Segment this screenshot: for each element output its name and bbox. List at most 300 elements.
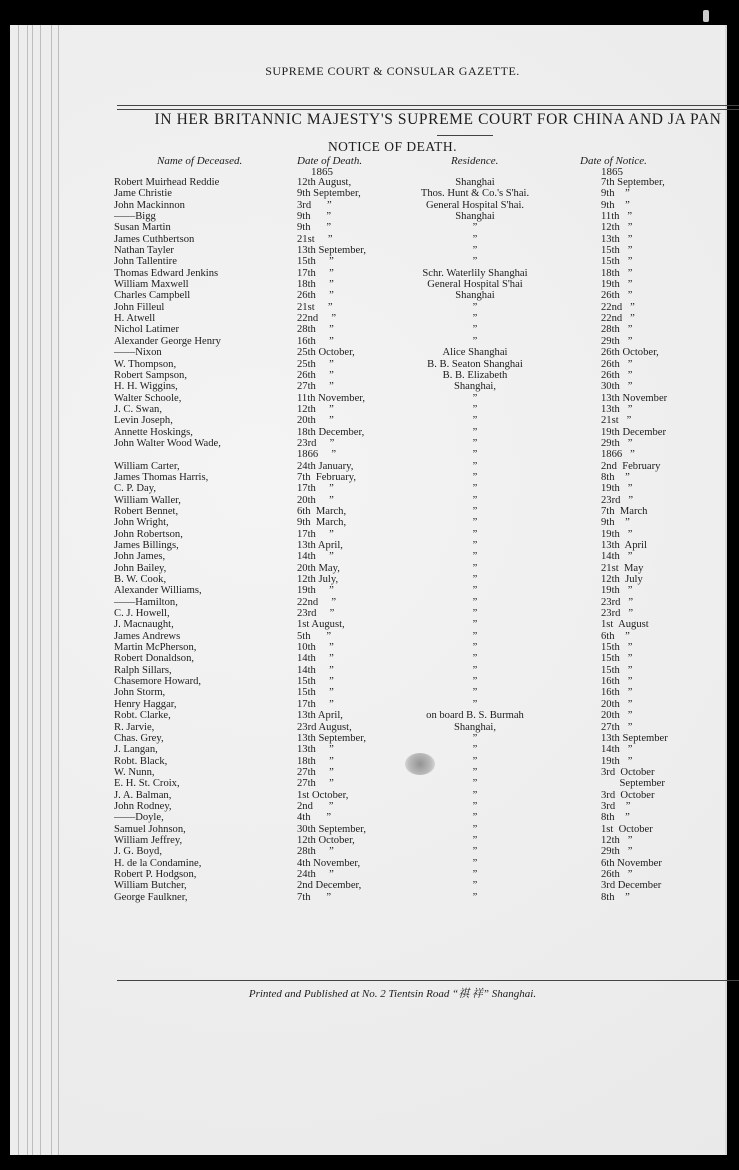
date-of-death: 25th October, bbox=[297, 347, 355, 359]
date-of-notice: 26th ” bbox=[601, 290, 633, 302]
footer-rule bbox=[117, 980, 739, 981]
date-of-notice: 12th ” bbox=[601, 222, 633, 234]
date-of-notice: 20th ” bbox=[601, 710, 633, 722]
date-of-death: 13th April, bbox=[297, 540, 343, 551]
deceased-name: H. H. Wiggins, bbox=[114, 381, 178, 393]
table-row bbox=[60, 880, 725, 891]
table-row bbox=[60, 722, 725, 733]
deceased-name: Robt. Black, bbox=[114, 755, 168, 767]
table-row bbox=[60, 415, 725, 426]
table-row bbox=[60, 574, 725, 585]
date-of-death: 12th October, bbox=[297, 834, 355, 846]
date-of-notice: 6th November bbox=[601, 857, 662, 869]
deceased-name: Ralph Sillars, bbox=[114, 664, 172, 676]
date-of-death: 13th September, bbox=[297, 245, 367, 257]
page-edge bbox=[40, 25, 41, 1155]
deceased-name: John Storm, bbox=[114, 687, 166, 699]
year-death: 1865 bbox=[311, 166, 333, 178]
date-of-notice: 15th ” bbox=[601, 664, 633, 676]
date-of-death: 26th ” bbox=[297, 290, 334, 302]
table-row bbox=[60, 824, 725, 835]
date-of-death: 13th ” bbox=[297, 744, 334, 756]
date-of-death: 18th December, bbox=[297, 426, 365, 438]
date-of-death: 17th ” bbox=[297, 528, 334, 540]
deceased-name: William Jeffrey, bbox=[114, 834, 183, 846]
column-header-residence: Residence. bbox=[451, 155, 499, 167]
table-row bbox=[60, 268, 725, 279]
residence: ” bbox=[472, 324, 478, 336]
date-of-notice: 1st October bbox=[601, 823, 653, 835]
date-of-notice: 3rd October bbox=[601, 766, 655, 778]
date-of-death: 12th July, bbox=[297, 574, 339, 586]
table-row bbox=[60, 211, 725, 222]
deceased-name: Chasemore Howard, bbox=[114, 676, 202, 688]
deceased-name: Robert Bennet, bbox=[114, 505, 179, 517]
residence: ” bbox=[472, 596, 478, 608]
date-of-notice: 1st August bbox=[601, 619, 649, 631]
residence: ” bbox=[472, 778, 478, 790]
date-of-notice: 19th ” bbox=[601, 585, 633, 597]
date-of-notice: 1866 ” bbox=[601, 449, 635, 461]
gazette-page bbox=[60, 25, 727, 1155]
table-row bbox=[60, 381, 725, 392]
residence: ” bbox=[472, 823, 478, 835]
deceased-name: ——Nixon bbox=[114, 347, 162, 359]
date-of-death: 15th ” bbox=[297, 687, 334, 699]
date-of-death: 27th ” bbox=[297, 766, 334, 778]
date-of-notice: 7th March bbox=[601, 505, 648, 517]
date-of-notice: September bbox=[601, 778, 665, 790]
residence: ” bbox=[472, 619, 478, 631]
date-of-death: 3rd ” bbox=[297, 199, 332, 211]
date-of-notice: 7th September, bbox=[601, 177, 665, 188]
table-row bbox=[60, 653, 725, 664]
table-row bbox=[60, 529, 725, 540]
date-of-notice: 14th ” bbox=[601, 744, 633, 756]
table-row bbox=[60, 642, 725, 653]
deceased-name: Thomas Edward Jenkins bbox=[114, 267, 219, 279]
residence: ” bbox=[472, 471, 478, 483]
page-edge bbox=[18, 25, 19, 1155]
date-of-death: 9th ” bbox=[297, 222, 332, 234]
residence: ” bbox=[472, 812, 478, 824]
date-of-death: 23rd ” bbox=[297, 437, 335, 449]
residence: ” bbox=[472, 222, 478, 234]
date-of-notice: 15th ” bbox=[601, 256, 633, 268]
table-row bbox=[60, 188, 725, 199]
deceased-name: William Waller, bbox=[114, 494, 181, 506]
date-of-death: 18th ” bbox=[297, 279, 334, 291]
table-row bbox=[60, 449, 725, 460]
deceased-name: John Mackinnon bbox=[114, 199, 185, 211]
deceased-name: Robert Muirhead Reddie bbox=[114, 177, 220, 188]
ink-stain bbox=[405, 753, 435, 775]
residence: ” bbox=[472, 426, 478, 438]
table-row bbox=[60, 812, 725, 823]
deceased-name: R. Jarvie, bbox=[114, 721, 155, 733]
table-row bbox=[60, 222, 725, 233]
date-of-notice: 8th ” bbox=[601, 891, 630, 903]
deceased-name: William Carter, bbox=[114, 460, 180, 472]
deceased-name: Alexander Williams, bbox=[114, 585, 202, 597]
deceased-name: C. P. Day, bbox=[114, 483, 156, 495]
residence: ” bbox=[472, 698, 478, 710]
date-of-notice: 23rd ” bbox=[601, 608, 634, 620]
deceased-name: Robert Sampson, bbox=[114, 369, 187, 381]
date-of-notice: 29th ” bbox=[601, 846, 633, 858]
residence: ” bbox=[472, 687, 478, 699]
residence: ” bbox=[472, 755, 478, 767]
table-row bbox=[60, 540, 725, 551]
table-row bbox=[60, 892, 725, 903]
deceased-name: Susan Martin bbox=[114, 222, 171, 234]
deceased-name: Chas. Grey, bbox=[114, 732, 164, 744]
residence: ” bbox=[472, 868, 478, 880]
table-row bbox=[60, 234, 725, 245]
date-of-death: 2nd ” bbox=[297, 800, 334, 812]
date-of-notice: 3rd December bbox=[601, 880, 662, 892]
deceased-name: J. Langan, bbox=[114, 744, 158, 756]
date-of-notice: 21st ” bbox=[601, 415, 632, 427]
date-of-notice: 12th July bbox=[601, 574, 643, 586]
table-row bbox=[60, 461, 725, 472]
date-of-death: 19th ” bbox=[297, 585, 334, 597]
residence: ” bbox=[472, 505, 478, 517]
date-of-death: 20th May, bbox=[297, 562, 340, 574]
deceased-name: J. C. Swan, bbox=[114, 403, 162, 415]
residence: ” bbox=[472, 403, 478, 415]
date-of-notice: 12th ” bbox=[601, 834, 633, 846]
date-of-death: 15th ” bbox=[297, 676, 334, 688]
deceased-name: Annette Hoskings, bbox=[114, 426, 193, 438]
table-row bbox=[60, 313, 725, 324]
table-row bbox=[60, 767, 725, 778]
deceased-name: J. Macnaught, bbox=[114, 619, 174, 631]
date-of-notice: 15th ” bbox=[601, 642, 633, 654]
residence: B. B. Elizabeth bbox=[442, 369, 508, 381]
date-of-death: 1st August, bbox=[297, 619, 345, 631]
date-of-notice: 19th ” bbox=[601, 483, 633, 495]
residence: ” bbox=[472, 608, 478, 620]
table-row bbox=[60, 619, 725, 630]
year-notice: 1865 bbox=[601, 166, 623, 178]
residence: ” bbox=[472, 789, 478, 801]
deceased-name: John James, bbox=[114, 551, 166, 563]
table-row bbox=[60, 699, 725, 710]
deceased-name: J. A. Balman, bbox=[114, 789, 172, 801]
date-of-notice: 29th ” bbox=[601, 437, 633, 449]
date-of-death: 15th ” bbox=[297, 256, 334, 268]
deceased-name: Alexander George Henry bbox=[114, 335, 221, 347]
table-row bbox=[60, 279, 725, 290]
table-row bbox=[60, 336, 725, 347]
residence: ” bbox=[472, 517, 478, 529]
table-row bbox=[60, 744, 725, 755]
date-of-death: 13th April, bbox=[297, 710, 343, 722]
date-of-notice: 27th ” bbox=[601, 721, 633, 733]
date-of-death: 22nd ” bbox=[297, 313, 337, 325]
table-row bbox=[60, 733, 725, 744]
residence: ” bbox=[472, 392, 478, 404]
date-of-notice: 13th November bbox=[601, 392, 668, 404]
table-row bbox=[60, 687, 725, 698]
date-of-death: 7th ” bbox=[297, 891, 332, 903]
date-of-death: 12th August, bbox=[297, 177, 352, 188]
date-of-notice: 2nd February bbox=[601, 460, 661, 472]
residence: ” bbox=[472, 766, 478, 778]
residence: Schr. Waterlily Shanghai bbox=[422, 267, 528, 279]
deceased-name: Walter Schoole, bbox=[114, 392, 182, 404]
date-of-notice: 26th ” bbox=[601, 358, 633, 370]
residence: ” bbox=[472, 460, 478, 472]
date-of-notice: 13th ” bbox=[601, 233, 633, 245]
date-of-notice: 16th ” bbox=[601, 676, 633, 688]
date-of-notice: 15th ” bbox=[601, 653, 633, 665]
court-title: IN HER BRITANNIC MAJESTY'S SUPREME COURT FOR CHINA AND JA PAN bbox=[154, 111, 722, 128]
date-of-notice: 13th April bbox=[601, 540, 647, 551]
date-of-death: 27th ” bbox=[297, 778, 334, 790]
table-row bbox=[60, 324, 725, 335]
table-row bbox=[60, 438, 725, 449]
deceased-name: Robert P. Hodgson, bbox=[114, 868, 197, 880]
date-of-notice: 21st May bbox=[601, 562, 644, 574]
residence: ” bbox=[472, 449, 478, 461]
date-of-death: 28th ” bbox=[297, 846, 334, 858]
date-of-notice: 19th ” bbox=[601, 279, 633, 291]
date-of-notice: 11th ” bbox=[601, 211, 633, 223]
date-of-death: 16th ” bbox=[297, 335, 334, 347]
date-of-death: 1866 ” bbox=[297, 449, 337, 461]
table-row bbox=[60, 347, 725, 358]
deceased-name: ——Doyle, bbox=[114, 812, 164, 824]
residence: ” bbox=[472, 437, 478, 449]
deceased-name: Martin McPherson, bbox=[114, 642, 197, 654]
table-row bbox=[60, 290, 725, 301]
residence: ” bbox=[472, 834, 478, 846]
deceased-name: James Billings, bbox=[114, 540, 179, 551]
date-of-death: 27th ” bbox=[297, 381, 334, 393]
residence: ” bbox=[472, 857, 478, 869]
date-of-death: 25th ” bbox=[297, 358, 334, 370]
date-of-notice: 20th ” bbox=[601, 698, 633, 710]
date-of-notice: 23rd ” bbox=[601, 596, 634, 608]
deceased-name: J. G. Boyd, bbox=[114, 846, 162, 858]
residence: General Hospital S'hai. bbox=[425, 199, 525, 211]
date-of-notice: 9th ” bbox=[601, 188, 630, 200]
deceased-name: B. W. Cook, bbox=[114, 574, 167, 586]
table-row bbox=[60, 835, 725, 846]
table-row bbox=[60, 245, 725, 256]
table-row bbox=[60, 302, 725, 313]
residence: Shanghai, bbox=[453, 381, 497, 393]
date-of-death: 9th March, bbox=[297, 517, 347, 529]
date-of-notice: 26th ” bbox=[601, 369, 633, 381]
deceased-name: Samuel Johnson, bbox=[114, 823, 186, 835]
table-row bbox=[60, 858, 725, 869]
date-of-death: 4th November, bbox=[297, 857, 361, 869]
column-header-date-of-death: Date of Death. bbox=[297, 155, 363, 167]
table-row bbox=[60, 200, 725, 211]
date-of-death: 7th February, bbox=[297, 471, 357, 483]
deceased-name: John Wright, bbox=[114, 517, 169, 529]
residence: ” bbox=[472, 245, 478, 257]
death-notice-table bbox=[60, 177, 725, 903]
date-of-notice: 13th ” bbox=[601, 403, 633, 415]
residence: General Hospital S'hai bbox=[427, 279, 523, 291]
deceased-name: W. Thompson, bbox=[114, 358, 177, 370]
deceased-name: E. H. St. Croix, bbox=[114, 778, 180, 790]
residence: ” bbox=[472, 528, 478, 540]
date-of-notice: 26th October, bbox=[601, 347, 659, 359]
header-double-rule bbox=[117, 105, 739, 110]
date-of-death: 5th ” bbox=[297, 630, 332, 642]
residence: ” bbox=[472, 585, 478, 597]
date-of-notice: 30th ” bbox=[601, 381, 633, 393]
date-of-notice: 28th ” bbox=[601, 324, 633, 336]
deceased-name: C. J. Howell, bbox=[114, 608, 170, 620]
deceased-name: George Faulkner, bbox=[114, 891, 188, 903]
date-of-death: 18th ” bbox=[297, 755, 334, 767]
residence: ” bbox=[472, 562, 478, 574]
deceased-name: ——Hamilton, bbox=[114, 596, 178, 608]
date-of-death: 9th ” bbox=[297, 211, 332, 223]
date-of-notice: 15th ” bbox=[601, 245, 633, 257]
deceased-name: James Andrews bbox=[114, 630, 181, 642]
date-of-notice: 26th ” bbox=[601, 868, 633, 880]
residence: ” bbox=[472, 630, 478, 642]
date-of-death: 1st October, bbox=[297, 789, 349, 801]
date-of-notice: 14th ” bbox=[601, 551, 633, 563]
deceased-name: Robt. Clarke, bbox=[114, 710, 171, 722]
table-row bbox=[60, 790, 725, 801]
residence: ” bbox=[472, 494, 478, 506]
residence: Shanghai bbox=[455, 211, 495, 223]
deceased-name: John Robertson, bbox=[114, 528, 183, 540]
residence: ” bbox=[472, 540, 478, 551]
binding-clip bbox=[703, 10, 709, 22]
deceased-name: John Filleul bbox=[114, 301, 165, 313]
deceased-name: ——Bigg bbox=[114, 211, 156, 223]
residence: B. B. Seaton Shanghai bbox=[427, 358, 523, 370]
date-of-death: 23rd August, bbox=[297, 721, 352, 733]
residence: Shanghai bbox=[455, 177, 495, 188]
date-of-notice: 29th ” bbox=[601, 335, 633, 347]
date-of-death: 11th November, bbox=[297, 392, 366, 404]
date-of-notice: 9th ” bbox=[601, 517, 630, 529]
deceased-name: Jame Christie bbox=[114, 188, 172, 200]
date-of-notice: 3rd ” bbox=[601, 800, 631, 812]
date-of-death: 21st ” bbox=[297, 301, 333, 313]
date-of-notice: 19th December bbox=[601, 426, 667, 438]
residence: ” bbox=[472, 256, 478, 268]
residence: ” bbox=[472, 642, 478, 654]
date-of-notice: 22nd ” bbox=[601, 313, 635, 325]
deceased-name: William Butcher, bbox=[114, 880, 187, 892]
residence: ” bbox=[472, 574, 478, 586]
date-of-notice: 8th ” bbox=[601, 812, 630, 824]
date-of-death: 30th September, bbox=[297, 823, 367, 835]
date-of-notice: 8th ” bbox=[601, 471, 630, 483]
date-of-death: 12th ” bbox=[297, 403, 334, 415]
deceased-name: H. de la Condamine, bbox=[114, 857, 202, 869]
deceased-name: Nathan Tayler bbox=[114, 245, 174, 257]
table-row bbox=[60, 608, 725, 619]
page-edge bbox=[32, 25, 33, 1155]
deceased-name: Robert Donaldson, bbox=[114, 653, 195, 665]
date-of-death: 17th ” bbox=[297, 483, 334, 495]
residence: ” bbox=[472, 483, 478, 495]
residence: ” bbox=[472, 664, 478, 676]
date-of-notice: 23rd ” bbox=[601, 494, 634, 506]
date-of-death: 20th ” bbox=[297, 415, 334, 427]
residence: Alice Shanghai bbox=[442, 347, 508, 359]
deceased-name: John Tallentire bbox=[114, 256, 177, 268]
residence: ” bbox=[472, 415, 478, 427]
table-row bbox=[60, 472, 725, 483]
table-row bbox=[60, 585, 725, 596]
date-of-notice: 9th ” bbox=[601, 199, 630, 211]
date-of-notice: 18th ” bbox=[601, 267, 633, 279]
table-row bbox=[60, 676, 725, 687]
deceased-name: John Walter Wood Wade, bbox=[114, 437, 221, 449]
date-of-death: 20th ” bbox=[297, 494, 334, 506]
residence: ” bbox=[472, 653, 478, 665]
table-row bbox=[60, 359, 725, 370]
date-of-notice: 13th September bbox=[601, 732, 668, 744]
date-of-death: 24th ” bbox=[297, 868, 334, 880]
date-of-notice: 19th ” bbox=[601, 528, 633, 540]
table-row bbox=[60, 495, 725, 506]
residence: ” bbox=[472, 551, 478, 563]
gazette-title: SUPREME COURT & CONSULAR GAZETTE. bbox=[265, 64, 520, 78]
date-of-death: 23rd ” bbox=[297, 608, 335, 620]
date-of-death: 6th March, bbox=[297, 505, 347, 517]
deceased-name: H. Atwell bbox=[114, 313, 156, 325]
date-of-death: 21st ” bbox=[297, 233, 333, 245]
table-row bbox=[60, 517, 725, 528]
deceased-name: Nichol Latimer bbox=[114, 324, 180, 336]
date-of-notice: 6th ” bbox=[601, 630, 630, 642]
printer-imprint: Printed and Published at No. 2 Tientsin Road “祺 祥” Shanghai. bbox=[248, 988, 537, 1000]
residence: ” bbox=[472, 846, 478, 858]
residence: ” bbox=[472, 301, 478, 313]
column-header-name: Name of Deceased. bbox=[157, 155, 243, 167]
page-edge bbox=[51, 25, 52, 1155]
residence: ” bbox=[472, 313, 478, 325]
table-row bbox=[60, 427, 725, 438]
date-of-death: 4th ” bbox=[297, 812, 332, 824]
residence: Thos. Hunt & Co.'s S'hai. bbox=[420, 188, 530, 200]
date-of-notice: 3rd October bbox=[601, 789, 655, 801]
date-of-death: 22nd ” bbox=[297, 596, 337, 608]
residence: on board B. S. Burmah bbox=[426, 710, 524, 722]
table-row bbox=[60, 483, 725, 494]
table-row bbox=[60, 756, 725, 767]
deceased-name: John Bailey, bbox=[114, 562, 167, 574]
table-row bbox=[60, 631, 725, 642]
date-of-death: 17th ” bbox=[297, 267, 334, 279]
residence: ” bbox=[472, 676, 478, 688]
date-of-death: 17th ” bbox=[297, 698, 334, 710]
date-of-death: 10th ” bbox=[297, 642, 334, 654]
table-row bbox=[60, 801, 725, 812]
residence: ” bbox=[472, 744, 478, 756]
date-of-death: 2nd December, bbox=[297, 880, 362, 892]
page-edge bbox=[58, 25, 59, 1155]
deceased-name: Henry Haggar, bbox=[114, 698, 177, 710]
residence: ” bbox=[472, 800, 478, 812]
page-edge bbox=[27, 25, 28, 1155]
